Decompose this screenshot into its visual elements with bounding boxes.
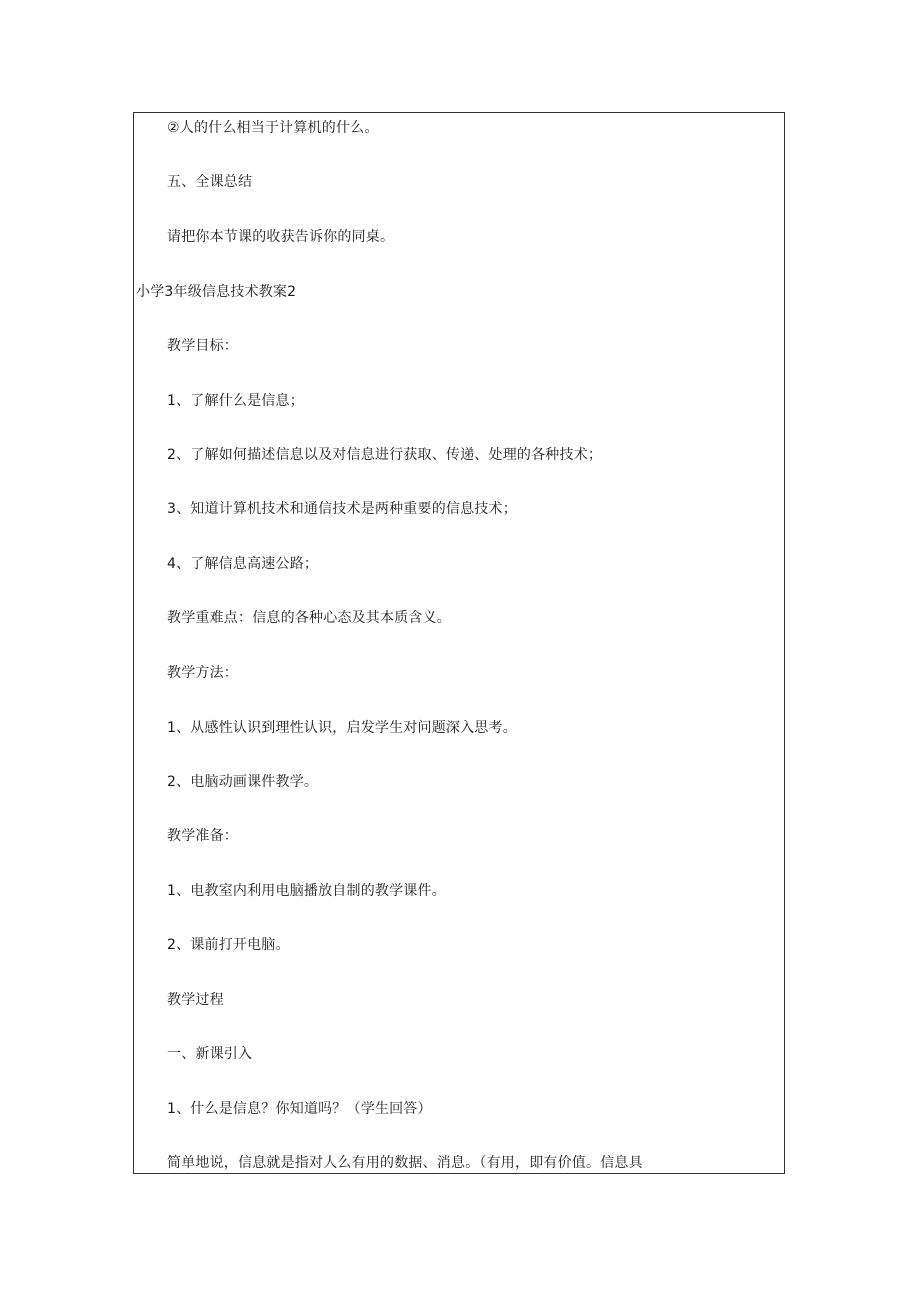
section-heading: 教学目标：	[167, 338, 238, 354]
section-heading: 五、全课总结	[167, 174, 253, 190]
text-line: 教学重难点：信息的各种心态及其本质含义。	[167, 610, 451, 626]
list-item: 1、从感性认识到理性认识，启发学生对问题深入思考。	[167, 720, 517, 736]
text-line: 简单地说，信息就是指对人么有用的数据、消息。（有用，即有价值。信息具	[167, 1155, 643, 1171]
list-item: 1、什么是信息？你知道吗？（学生回答）	[167, 1101, 432, 1117]
list-item: 2、了解如何描述信息以及对信息进行获取、传递、处理的各种技术；	[167, 447, 603, 463]
list-item: 1、电教室内利用电脑播放自制的教学课件。	[167, 883, 446, 899]
lesson-title: 小学3年级信息技术教案2	[136, 284, 297, 300]
section-heading: 教学准备：	[167, 828, 238, 844]
text-line: 请把你本节课的收获告诉你的同桌。	[167, 229, 395, 245]
list-item: 4、了解信息高速公路；	[167, 556, 319, 572]
section-heading: 教学方法：	[167, 665, 238, 681]
section-heading: 一、新课引入	[167, 1046, 253, 1062]
list-item: 2、电脑动画课件教学。	[167, 774, 319, 790]
section-heading: 教学过程	[167, 992, 224, 1008]
text-line: ②人的什么相当于计算机的什么。	[167, 120, 379, 136]
list-item: 1、了解什么是信息；	[167, 393, 304, 409]
list-item: 3、知道计算机技术和通信技术是两种重要的信息技术；	[167, 501, 517, 517]
document-frame	[133, 112, 785, 1174]
list-item: 2、课前打开电脑。	[167, 937, 290, 953]
